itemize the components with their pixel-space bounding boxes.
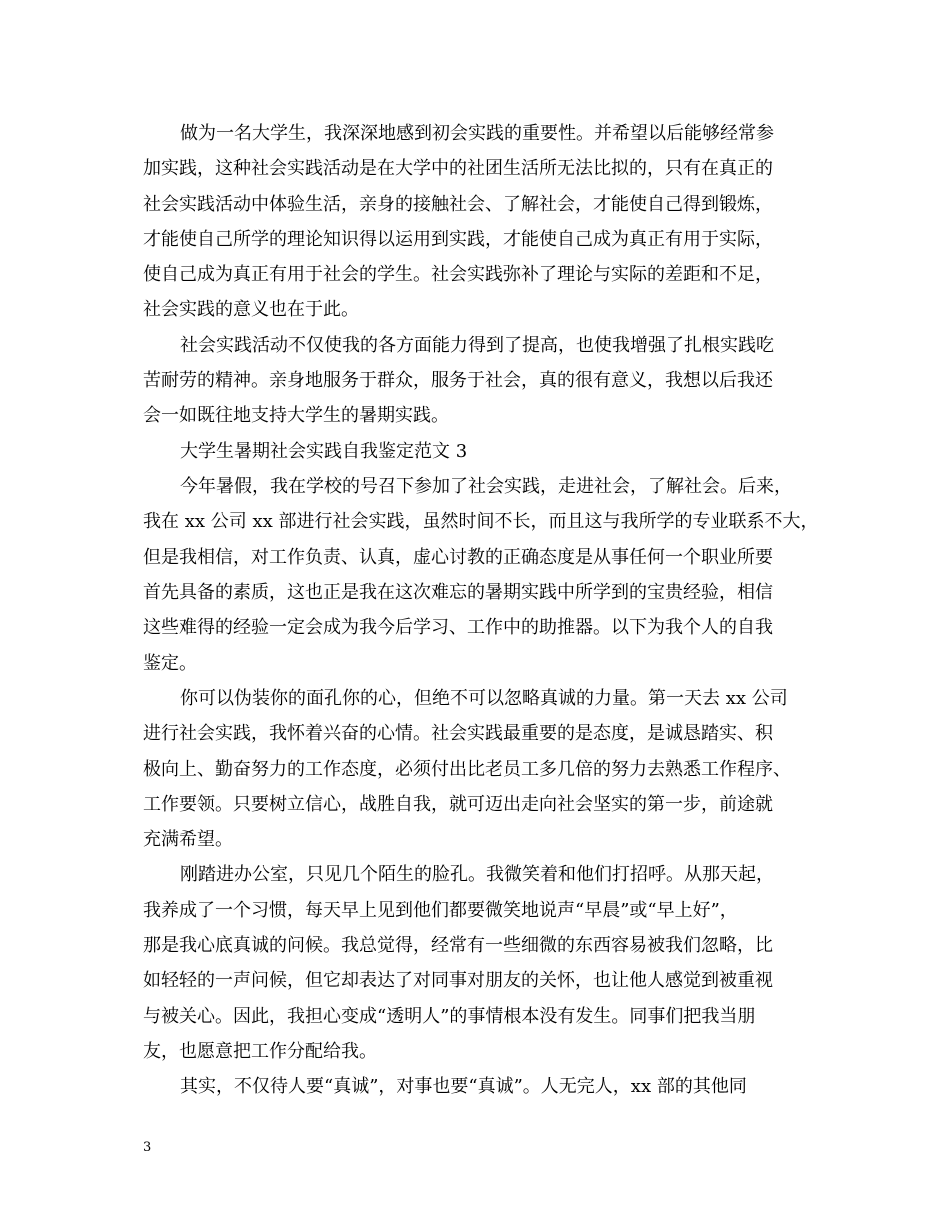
paragraph-line: 那是我心底真诚的问候。我总觉得，经常有一些细微的东西容易被我们忽略，比 bbox=[143, 935, 773, 956]
page-number: 3 bbox=[143, 1140, 152, 1155]
paragraph-line: 做为一名大学生，我深深地感到初会实践的重要性。并希望以后能够经常参 bbox=[180, 123, 774, 144]
paragraph-line: 这些难得的经验一定会成为我今后学习、工作中的助推器。以下为我个人的自我 bbox=[143, 617, 773, 638]
paragraph-line: 友，也愿意把工作分配给我。 bbox=[143, 1041, 377, 1062]
paragraph-line: 我养成了一个习惯，每天早上见到他们都要微笑地说声“早晨”或“早上好”， bbox=[143, 900, 738, 921]
paragraph-line: 社会实践活动中体验生活，亲身的接触社会、了解社会，才能使自己得到锻炼， bbox=[143, 194, 773, 215]
paragraph-line: 鉴定。 bbox=[143, 653, 197, 674]
paragraph-line: 充满希望。 bbox=[143, 829, 233, 850]
paragraph-line: 进行社会实践，我怀着兴奋的心情。社会实践最重要的是态度，是诚恳踏实、积 bbox=[143, 723, 773, 744]
paragraph-line: 与被关心。因此，我担心变成“透明人”的事情根本没有发生。同事们把我当朋 bbox=[143, 1006, 756, 1027]
paragraph-line: 社会实践的意义也在于此。 bbox=[143, 299, 359, 320]
section-heading: 大学生暑期社会实践自我鉴定范文 3 bbox=[180, 441, 468, 462]
paragraph-line: 其实，不仅待人要“真诚”，对事也要“真诚”。人无完人，xx 部的其他同 bbox=[180, 1076, 747, 1097]
paragraph-line: 才能使自己所学的理论知识得以运用到实践，才能使自己成为真正有用于实际， bbox=[143, 229, 773, 250]
paragraph-line: 工作要领。只要树立信心，战胜自我，就可迈出走向社会坚实的第一步，前途就 bbox=[143, 794, 773, 815]
paragraph-line: 加实践，这种社会实践活动是在大学中的社团生活所无法比拟的，只有在真正的 bbox=[143, 158, 773, 179]
paragraph-line: 使自己成为真正有用于社会的学生。社会实践弥补了理论与实际的差距和不足， bbox=[143, 264, 773, 285]
paragraph-line: 刚踏进办公室，只见几个陌生的脸孔。我微笑着和他们打招呼。从那天起， bbox=[180, 864, 774, 885]
paragraph-line: 我在 xx 公司 xx 部进行社会实践，虽然时间不长，而且这与我所学的专业联系不大， bbox=[143, 511, 819, 532]
paragraph-line: 你可以伪装你的面孔你的心，但绝不可以忽略真诚的力量。第一天去 xx 公司 bbox=[180, 688, 788, 709]
paragraph-line: 如轻轻的一声问候，但它却表达了对同事对朋友的关怀，也让他人感觉到被重视 bbox=[143, 970, 773, 991]
paragraph-line: 首先具备的素质，这也正是我在这次难忘的暑期实践中所学到的宝贵经验，相信 bbox=[143, 582, 773, 603]
paragraph-line: 苦耐劳的精神。亲身地服务于群众，服务于社会，真的很有意义，我想以后我还 bbox=[143, 370, 773, 391]
paragraph-line: 社会实践活动不仅使我的各方面能力得到了提高，也使我增强了扎根实践吃 bbox=[180, 335, 774, 356]
paragraph-line: 极向上、勤奋努力的工作态度，必须付出比老员工多几倍的努力去熟悉工作程序、 bbox=[143, 759, 791, 780]
paragraph-line: 今年暑假，我在学校的号召下参加了社会实践，走进社会，了解社会。后来， bbox=[180, 476, 792, 497]
paragraph-line: 会一如既往地支持大学生的暑期实践。 bbox=[143, 405, 449, 426]
paragraph-line: 但是我相信，对工作负责、认真，虚心讨教的正确态度是从事任何一个职业所要 bbox=[143, 547, 773, 568]
